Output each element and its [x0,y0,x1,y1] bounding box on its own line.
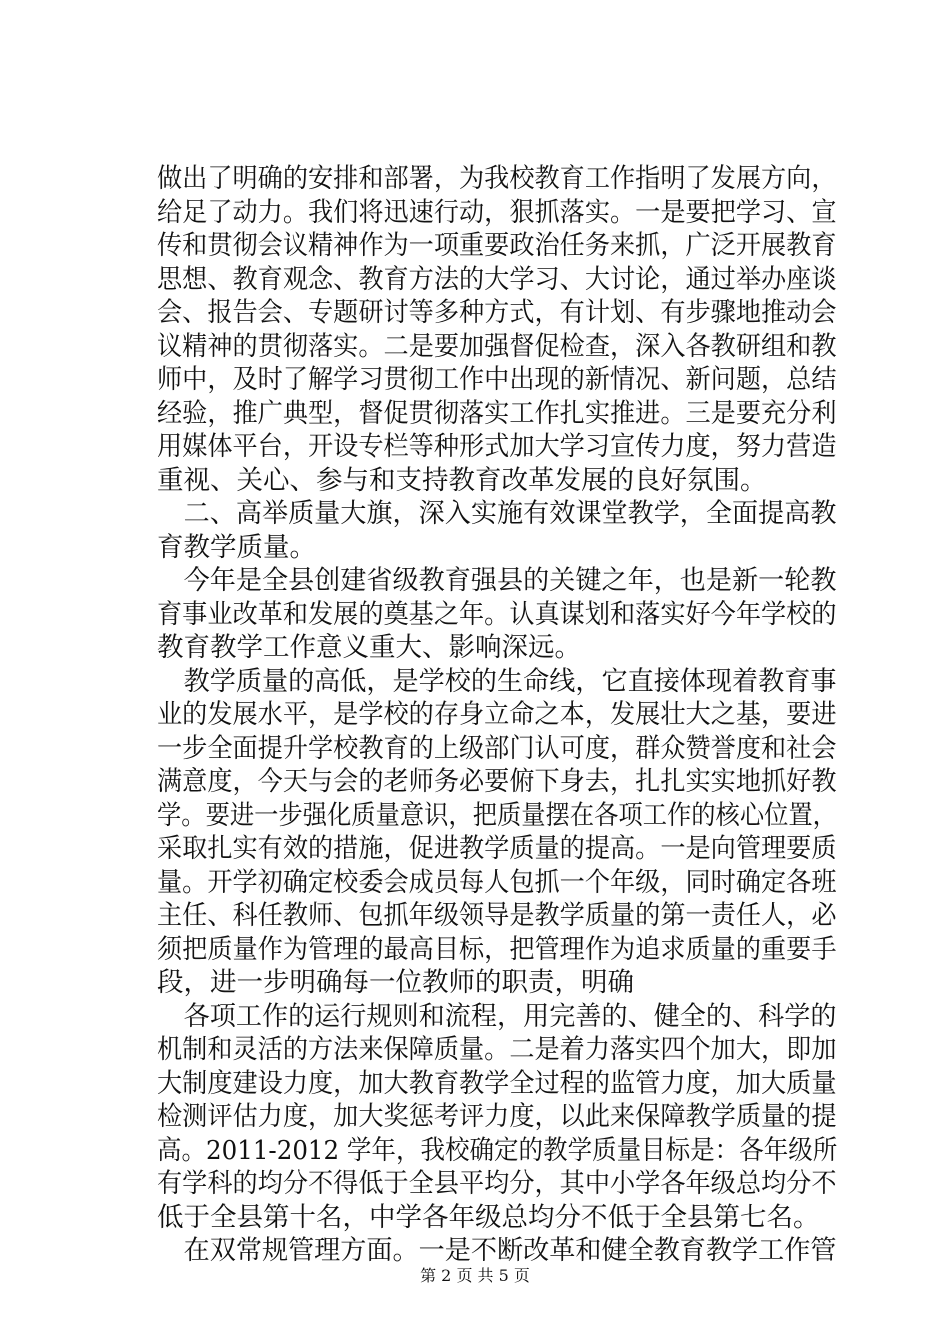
text-line: 低于全县第十名，中学各年级总均分不低于全县第七名。 [157,1201,820,1233]
text-line: 主任、科任教师、包抓年级领导是教学质量的第一责任人，必 [157,900,837,931]
paragraph-first-line: 在双常规管理方面。一是不断改革和健全教育教学工作管 [183,1235,837,1266]
text-line: 教育教学工作意义重大、影响深远。 [157,632,581,663]
text-line: 会、报告会、专题研讨等多种方式，有计划、有步骤地推动会 [157,297,837,328]
paragraph-first-line: 各项工作的运行规则和流程，用完善的、健全的、科学的 [183,1000,837,1032]
text-line: 育教学质量。 [157,531,316,563]
text-line: 采取扎实有效的措施，促进教学质量的提高。一是向管理要质 [157,833,837,864]
text-line: 满意度，今天与会的老师务必要俯下身去，扎扎实实地抓好教 [157,766,837,797]
text-line: 传和贯彻会议精神作为一项重要政治任务来抓，广泛开展教育 [157,230,837,261]
text-line: 思想、教育观念、教育方法的大学习、大讨论，通过举办座谈 [157,263,837,295]
text-line: 机制和灵活的方法来保障质量。二是着力落实四个加大，即加 [157,1034,837,1065]
text-line: 议精神的贯彻落实。二是要加强督促检查，深入各教研组和教 [157,330,837,362]
text-line: 学。要进一步强化质量意识，把质量摆在各项工作的核心位置， [157,799,837,831]
text-line: 高。2011-2012 学年，我校确定的教学质量目标是：各年级所 [157,1134,838,1166]
text-line: 大制度建设力度，加大教育教学全过程的监管力度，加大质量 [157,1067,837,1099]
text-line: 重视、关心、参与和支持教育改革发展的良好氛围。 [157,464,767,496]
text-line: 量。开学初确定校委会成员每人包抓一个年级，同时确定各班 [157,866,837,898]
paragraph-first-line: 今年是全县创建省级教育强县的关键之年，也是新一轮教 [183,565,837,596]
text-line: 育事业改革和发展的奠基之年。认真谋划和落实好今年学校的 [157,598,837,630]
text-line: 做出了明确的安排和部署，为我校教育工作指明了发展方向， [157,163,837,194]
text-line: 检测评估力度，加大奖惩考评力度，以此来保障教学质量的提 [157,1101,837,1132]
paragraph-first-line: 二、高举质量大旗，深入实施有效课堂教学，全面提高教 [183,498,837,529]
text-line: 业的发展水平，是学校的存身立命之本，发展壮大之基，要进 [157,699,837,730]
text-line: 有学科的均分不得低于全县平均分，其中小学各年级总均分不 [157,1168,837,1199]
paragraph-first-line: 教学质量的高低，是学校的生命线，它直接体现着教育事 [183,665,837,697]
text-line: 用媒体平台，开设专栏等种形式加大学习宣传力度，努力营造 [157,431,837,462]
text-line: 给足了动力。我们将迅速行动，狠抓落实。一是要把学习、宣 [157,196,837,228]
text-line: 须把质量作为管理的最高目标，把管理作为追求质量的重要手 [157,933,837,965]
text-line: 段，进一步明确每一位教师的职责，明确 [157,967,634,998]
text-line: 经验，推广典型，督促贯彻落实工作扎实推进。三是要充分利 [157,397,837,429]
text-line: 师中，及时了解学习贯彻工作中出现的新情况、新问题，总结 [157,364,837,395]
page-footer: 第 2 页 共 5 页 [420,1266,530,1285]
text-line: 一步全面提升学校教育的上级部门认可度，群众赞誉度和社会 [157,732,837,764]
document-body [157,162,837,1268]
